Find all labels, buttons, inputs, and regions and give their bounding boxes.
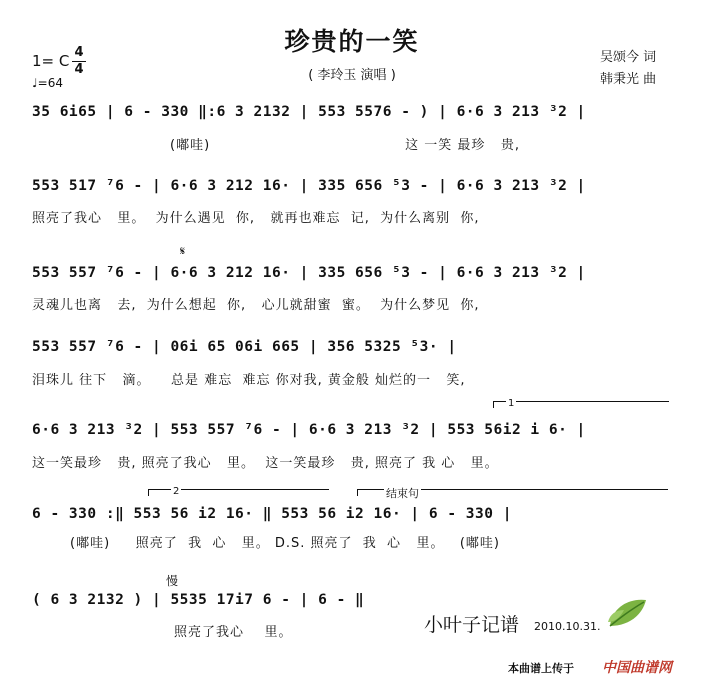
leaf-icon [606, 596, 650, 630]
coda-ending-bracket [357, 487, 668, 500]
lyricist-credit: 吴颂今 词 [600, 50, 657, 65]
singer-credit: ( 李玲玉 演唱 ) [308, 68, 396, 83]
first-ending-number: 1 [508, 398, 515, 409]
first-ending-bracket [493, 398, 669, 409]
lyric-row-4: 泪珠儿 往下 滴。 总是 难忘 难忘 你对我, 黄金般 灿烂的一 笑, [32, 373, 466, 388]
notation-row-2: 553 517 ⁷6 - | 6·6 3 212 16· | 335 656 ⁵3 - | 6·6 3 213 ³2 | [32, 178, 586, 194]
key-signature: 1= C [32, 52, 70, 70]
second-ending-number: 2 [173, 486, 180, 497]
transcriber-signature: 小叶子记谱 [424, 614, 520, 636]
notation-row-6: 6 - 330 :‖ 553 56 i2 16· ‖ 553 56 i2 16· | 6 - 330 | [32, 506, 512, 522]
time-signature-top: 4 [74, 45, 84, 60]
lyric-row-7: 照亮了我心 里。 [174, 625, 293, 640]
time-signature-bottom: 4 [74, 62, 84, 77]
lyric-row-3: 灵魂儿也离 去, 为什么想起 你, 心儿就甜蜜 蜜。 为什么梦见 你, [32, 298, 480, 313]
upload-label: 本曲谱上传于 [508, 662, 574, 675]
lyric-row-6: (嘟哇) 照亮了 我 心 里。 D.S. 照亮了 我 心 里。 (嘟哇) [70, 536, 500, 551]
segno-sign: 𝄋 [180, 244, 186, 258]
site-logo-text[interactable]: 中国曲谱网 [602, 660, 672, 676]
lyric-row-1: (嘟哇) 这 一笑 最珍 贵, [170, 138, 520, 153]
notation-row-1: 35 6i65 | 6 - 330 ‖:6 3 2132 | 553 5576 - ) | 6·6 3 213 ³2 | [32, 104, 586, 120]
notation-row-5: 6·6 3 213 ³2 | 553 557 ⁷6 - | 6·6 3 213 ³2 | 553 56i2 i 6· | [32, 422, 586, 438]
notation-row-7: ( 6 3 2132 ) | 5535 17i7 6 - | 6 - ‖ [32, 592, 365, 608]
lyric-row-5: 这一笑最珍 贵, 照亮了我心 里。 这一笑最珍 贵, 照亮了 我 心 里。 [32, 456, 499, 471]
second-ending-bracket [148, 486, 329, 497]
song-title: 珍贵的一笑 [284, 27, 420, 56]
notation-row-3: 553 557 ⁷6 - | 6·6 3 212 16· | 335 656 ⁵3 - | 6·6 3 213 ³2 | [32, 265, 586, 281]
slow-marking: 慢 [166, 574, 179, 588]
ending-phrase-label: 结束句 [386, 487, 419, 500]
notation-row-4: 553 557 ⁷6 - | 06i 65 06i 665 | 356 5325 ⁵3· | [32, 339, 457, 355]
transcription-date: 2010.10.31. [534, 620, 601, 633]
lyric-row-2: 照亮了我心 里。 为什么遇见 你, 就再也难忘 记, 为什么离别 你, [32, 211, 480, 226]
tempo-marking: ♩=64 [32, 76, 63, 90]
time-signature [72, 46, 86, 77]
composer-credit: 韩秉光 曲 [600, 72, 657, 87]
